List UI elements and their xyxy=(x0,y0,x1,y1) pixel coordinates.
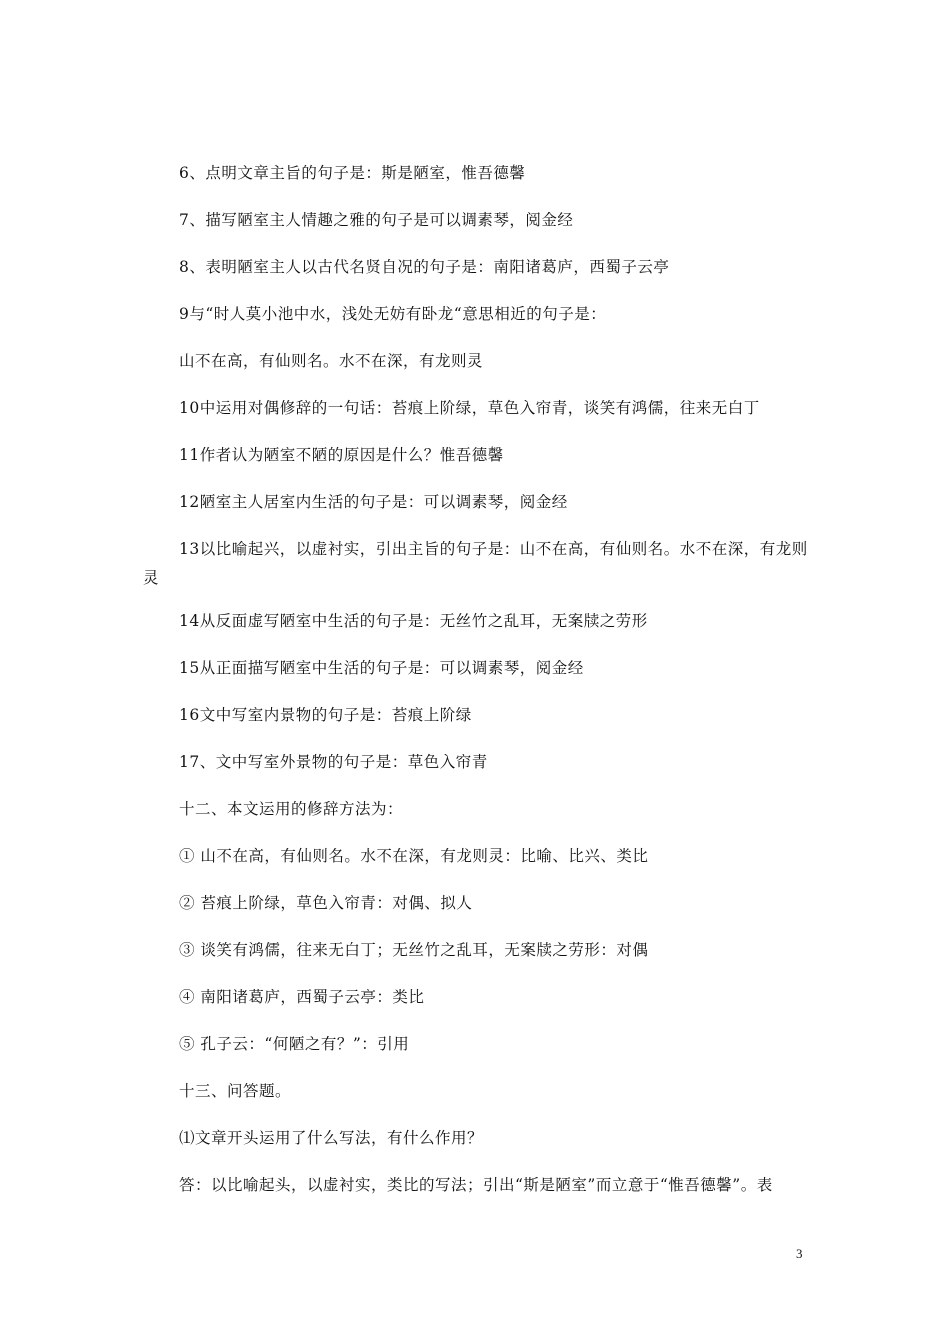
text-line-17: 17、文中写室外景物的句子是：草色入帘青 xyxy=(179,753,488,771)
qa-question-1: ⑴文章开头运用了什么写法，有什么作用？ xyxy=(179,1129,484,1147)
page-number: 3 xyxy=(796,1246,803,1261)
text-line-14: 14从反面虚写陋室中生活的句子是：无丝竹之乱耳，无案牍之劳形 xyxy=(179,612,648,630)
section-heading-rhetoric: 十二、本文运用的修辞方法为： xyxy=(179,800,404,818)
text-line-7: 7、描写陋室主人情趣之雅的句子是可以调素琴，阅金经 xyxy=(179,211,574,229)
text-line-9: 9与“时人莫小池中水，浅处无妨有卧龙“意思相近的句子是： xyxy=(179,305,607,323)
text-line-13: 13以比喻起兴，以虚衬实，引出主旨的句子是：山不在高，有仙则名。水不在深，有龙则灵 xyxy=(143,540,808,587)
text-line-15: 15从正面描写陋室中生活的句子是：可以调素琴，阅金经 xyxy=(179,659,584,677)
rhetoric-item-3: ③ 谈笑有鸿儒，往来无白丁；无丝竹之乱耳，无案牍之劳形：对偶 xyxy=(179,941,649,959)
section-heading-qa: 十三、问答题。 xyxy=(179,1082,292,1100)
text-line-9-answer: 山不在高，有仙则名。水不在深，有龙则灵 xyxy=(179,352,484,370)
rhetoric-item-5: ⑤ 孔子云：“何陋之有？”：引用 xyxy=(179,1035,410,1053)
text-line-8: 8、表明陋室主人以古代名贤自况的句子是：南阳诸葛庐，西蜀子云亭 xyxy=(179,258,670,276)
text-line-11: 11作者认为陋室不陋的原因是什么？惟吾德馨 xyxy=(179,446,504,464)
text-line-6: 6、点明文章主旨的句子是：斯是陋室，惟吾德馨 xyxy=(179,164,526,182)
text-line-16: 16文中写室内景物的句子是：苔痕上阶绿 xyxy=(179,706,472,724)
rhetoric-item-1: ① 山不在高，有仙则名。水不在深，有龙则灵：比喻、比兴、类比 xyxy=(179,847,649,865)
text-line-10: 10中运用对偶修辞的一句话：苔痕上阶绿，草色入帘青，谈笑有鸿儒，往来无白丁 xyxy=(179,399,760,417)
rhetoric-item-4: ④ 南阳诸葛庐，西蜀子云亭：类比 xyxy=(179,988,425,1006)
qa-answer-1: 答：以比喻起头，以虚衬实，类比的写法；引出“斯是陋室”而立意于“惟吾德馨”。表 xyxy=(179,1176,773,1194)
text-line-12: 12陋室主人居室内生活的句子是：可以调素琴，阅金经 xyxy=(179,493,568,511)
rhetoric-item-2: ② 苔痕上阶绿，草色入帘青：对偶、拟人 xyxy=(179,894,473,912)
